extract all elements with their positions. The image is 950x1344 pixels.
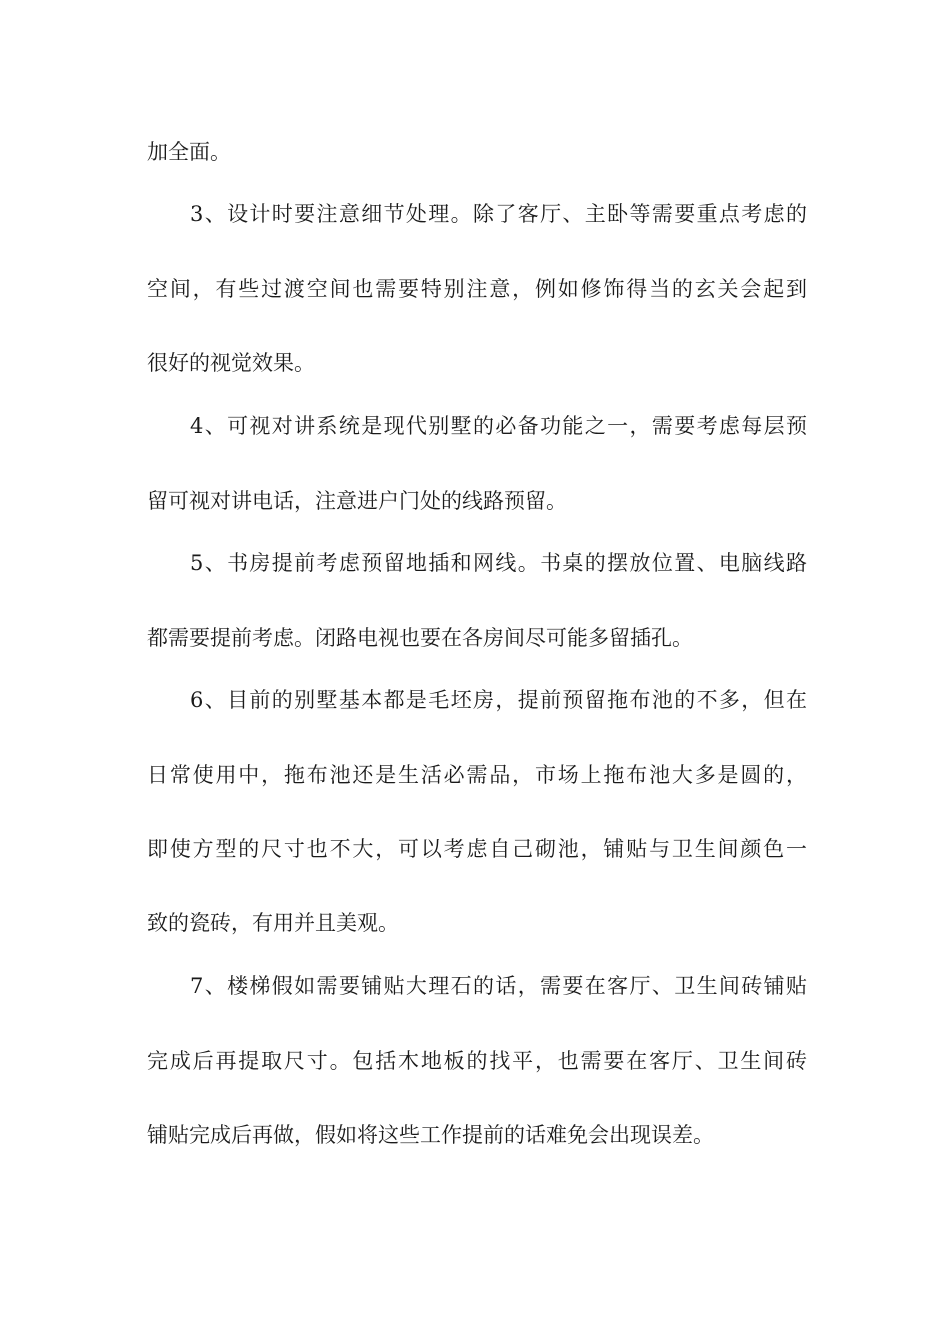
paragraph-5-line-2: 都需要提前考虑。闭路电视也要在各房间尽可能多留插孔。 — [147, 626, 693, 650]
paragraph-2-line-end: 加全面。 — [147, 140, 231, 164]
paragraph-7-line-1: 7、楼梯假如需要铺贴大理石的话，需要在客厅、卫生间砖铺贴 — [190, 974, 807, 998]
paragraph-7-line-2: 完成后再提取尺寸。包括木地板的找平，也需要在客厅、卫生间砖 — [147, 1049, 807, 1073]
paragraph-3-line-2: 空间，有些过渡空间也需要特别注意，例如修饰得当的玄关会起到 — [147, 277, 807, 301]
paragraph-4-line-2: 留可视对讲电话，注意进户门处的线路预留。 — [147, 489, 567, 513]
paragraph-4-line-1: 4、可视对讲系统是现代别墅的必备功能之一，需要考虑每层预 — [190, 414, 807, 438]
paragraph-7-line-3: 铺贴完成后再做，假如将这些工作提前的话难免会出现误差。 — [147, 1123, 714, 1147]
paragraph-6-line-1: 6、目前的别墅基本都是毛坯房，提前预留拖布池的不多，但在 — [190, 688, 807, 712]
paragraph-6-line-4: 致的瓷砖，有用并且美观。 — [147, 911, 399, 935]
paragraph-6-line-3: 即使方型的尺寸也不大，可以考虑自己砌池，铺贴与卫生间颜色一 — [147, 837, 807, 861]
paragraph-3-line-3: 很好的视觉效果。 — [147, 351, 315, 375]
paragraph-3-line-1: 3、设计时要注意细节处理。除了客厅、主卧等需要重点考虑的 — [190, 202, 807, 226]
paragraph-6-line-2: 日常使用中，拖布池还是生活必需品，市场上拖布池大多是圆的， — [147, 763, 807, 787]
paragraph-5-line-1: 5、书房提前考虑预留地插和网线。书桌的摆放位置、电脑线路 — [190, 551, 807, 575]
